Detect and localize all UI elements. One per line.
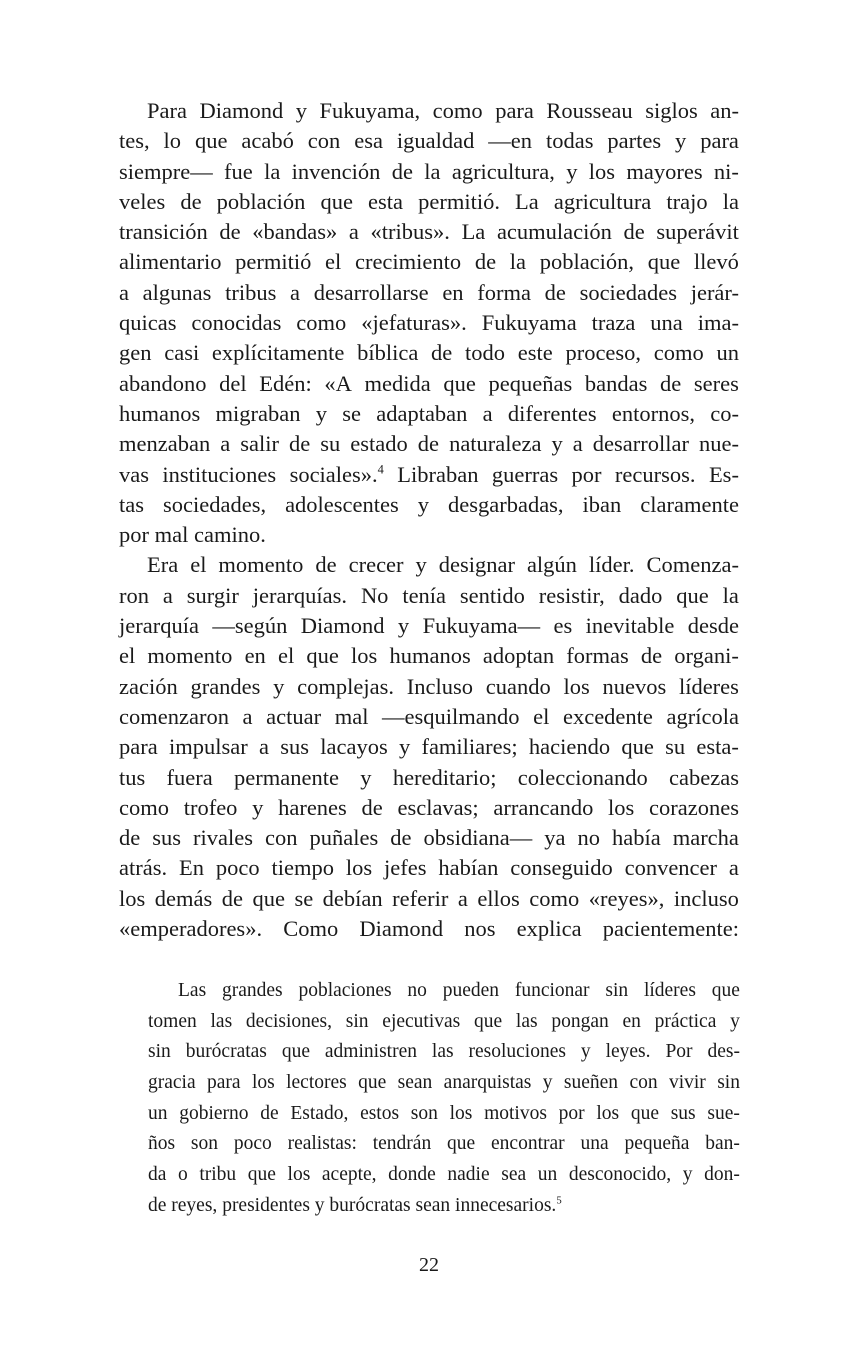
text-line: por mal camino. [119,522,266,548]
text-line: veles de población que esta permitió. La agricultura trajo la [119,188,739,214]
text-line: «emperadores». Como Diamond nos explica pacientemente: [119,916,739,942]
text-line: gen casi explícitamente bíblica de todo este proceso, como un [119,340,739,366]
footnote-marker[interactable]: 5 [556,1194,562,1207]
block-quote [148,976,740,1222]
page-number: 22 [419,1254,439,1276]
main-text [119,96,739,944]
text-line: tus fuera permanente y hereditario; coleccionando cabezas [119,764,739,790]
text-line: menzaban a salir de su estado de naturaleza y a desarrollar nue- [119,431,739,457]
quote-line: de reyes, presidentes y burócratas sean innecesarios.$^5$ [148,1194,562,1216]
quote-line: ños son poco realistas: tendrán que encontrar una pequeña ban- [148,1133,740,1155]
text-line: siempre— fue la invención de la agricultura, y los mayores ni- [119,158,739,184]
text-line: Para Diamond y Fukuyama, como para Rousseau siglos an- [147,98,739,123]
quote-line: gracia para los lectores que sean anarquistas y sueñen con vivir sin [148,1072,740,1094]
text-line: alimentario permitió el crecimiento de la población, que llevó [119,249,739,275]
text-line: Era el momento de crecer y designar algún líder. Comenza- [147,552,739,578]
text-line: los demás de que se debían referir a ellos como «reyes», incluso [119,885,739,911]
text-line: ron a surgir jerarquías. No tenía sentido resistir, dado que la [119,582,739,608]
text-line: atrás. En poco tiempo los jefes habían conseguido convencer a [119,855,739,881]
quote-line: Las grandes poblaciones no pueden funcionar sin líderes que [178,980,740,1001]
quote-line: sin burócratas que administren las resoluciones y leyes. Por des- [148,1041,740,1063]
text-line: jerarquía —según Diamond y Fukuyama— es inevitable desde [119,613,739,639]
text-line: a algunas tribus a desarrollarse en forma de sociedades jerár- [119,279,739,305]
text-line: para impulsar a sus lacayos y familiares; haciendo que su esta- [119,734,739,760]
quote-line: da o tribu que los acepte, donde nadie sea un desconocido, y don- [148,1164,740,1186]
text-line: zación grandes y complejas. Incluso cuando los nuevos líderes [119,673,739,699]
text-line: tas sociedades, adolescentes y desgarbadas, iban claramente [119,491,739,517]
text-line: el momento en el que los humanos adoptan formas de organi- [119,643,739,669]
quote-line: tomen las decisiones, sin ejecutivas que las pongan en práctica y [148,1010,740,1032]
text-line: de sus rivales con puñales de obsidiana— ya no había marcha [119,825,739,851]
text-line: transición de «bandas» a «tribus». La acumulación de superávit [119,219,739,245]
text-line: tes, lo que acabó con esa igualdad —en todas partes y para [119,128,739,154]
text-line: quicas conocidas como «jefaturas». Fukuyama traza una ima- [119,310,739,336]
quote-line: un gobierno de Estado, estos son los motivos por los que sus sue- [148,1102,740,1124]
footnote-marker[interactable]: 4 [377,462,384,477]
text-line: vas instituciones sociales».$^4$ Libraban guerras por recursos. Es- [119,461,739,487]
text-line: humanos migraban y se adaptaban a diferentes entornos, co- [119,400,739,426]
text-line: abandono del Edén: «A medida que pequeñas bandas de seres [119,370,739,396]
text-line: como trofeo y harenes de esclavas; arrancando los corazones [119,794,739,820]
text-line: comenzaron a actuar mal —esquilmando el excedente agrícola [119,703,739,729]
